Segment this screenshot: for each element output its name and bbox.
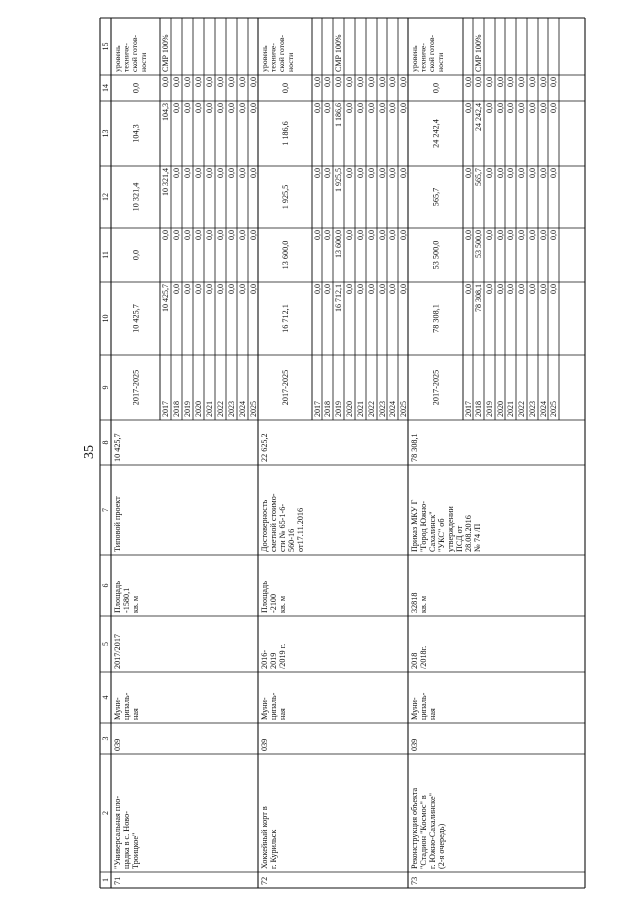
total-value-col14: 0,0 — [281, 82, 290, 94]
total-value-col10: 16 712,1 — [281, 304, 290, 333]
value-cell: 0,0 — [378, 230, 387, 240]
column-number-header: 11 — [101, 251, 110, 259]
year-cell: 2019 — [334, 401, 343, 417]
project-number: 72 — [260, 876, 269, 885]
total-value-col13: 1 186,6 — [281, 121, 290, 146]
value-cell: 1 925,5 — [334, 168, 343, 192]
total-value-col12: 565,7 — [431, 187, 441, 207]
value-cell: 0,0 — [378, 77, 387, 87]
ownership-form: Муни-ципаль-ная — [113, 692, 140, 720]
value-cell: 13 600,0 — [334, 230, 343, 258]
value-cell: 0,0 — [528, 230, 537, 240]
total-value-col12: 1 925,5 — [281, 184, 290, 210]
column-number-header: 14 — [101, 84, 110, 92]
value-cell: 0,0 — [313, 103, 322, 113]
value-cell: 0,0 — [464, 77, 473, 87]
value-cell: 0,0 — [378, 284, 387, 294]
year-cell: 2018 — [474, 401, 483, 417]
value-cell: 0,0 — [367, 103, 376, 113]
value-cell: 0,0 — [227, 284, 236, 294]
value-cell: 0,0 — [183, 77, 192, 87]
construction-period: 2018/2018г. — [410, 645, 428, 669]
value-cell: 0,0 — [249, 230, 258, 240]
value-cell: 0,0 — [323, 77, 332, 87]
value-cell: 0,0 — [205, 77, 214, 87]
value-cell: 0,0 — [496, 103, 505, 113]
value-cell: 0,0 — [194, 103, 203, 113]
ownership-form: Муни-ципаль-ная — [410, 692, 437, 720]
page-number: 35 — [82, 445, 97, 459]
total-value-col13: 24 242,4 — [431, 119, 441, 148]
value-cell: 0,0 — [367, 230, 376, 240]
readiness-note: уровеньтехниче-ской готов-ности — [260, 34, 295, 72]
capacity: Площадь-2100кв. м — [260, 581, 287, 613]
year-cell: 2025 — [399, 401, 408, 417]
value-cell: 0,0 — [388, 168, 397, 178]
budget-code: 039 — [260, 738, 269, 751]
value-cell: 0,0 — [485, 103, 494, 113]
column-number-header: 6 — [101, 583, 110, 588]
estimated-cost: 10 425,7 — [113, 433, 122, 462]
value-cell: 0,0 — [172, 230, 181, 240]
works-completion-cell: СМР 100% — [474, 34, 483, 72]
value-cell: 0,0 — [323, 284, 332, 294]
value-cell: 0,0 — [388, 77, 397, 87]
year-cell: 2021 — [356, 401, 365, 417]
value-cell: 0,0 — [161, 77, 170, 87]
value-cell: 0,0 — [464, 230, 473, 240]
construction-period: 2017/2017 — [113, 633, 122, 669]
readiness-note: уровеньтехниче-ской готов-ности — [410, 34, 445, 72]
value-cell: 0,0 — [356, 230, 365, 240]
year-cell: 2020 — [194, 401, 203, 417]
value-cell: 0,0 — [249, 103, 258, 113]
year-cell: 2022 — [216, 401, 225, 417]
value-cell: 0,0 — [323, 168, 332, 178]
value-cell: 0,0 — [485, 284, 494, 294]
year-cell: 2023 — [528, 401, 537, 417]
value-cell: 0,0 — [517, 77, 526, 87]
construction-period: 2016-2019/2019 г. — [260, 643, 287, 669]
value-cell: 0,0 — [356, 77, 365, 87]
works-completion-cell: СМР 100% — [161, 34, 170, 72]
value-cell: 0,0 — [205, 103, 214, 113]
value-cell: 0,0 — [183, 284, 192, 294]
value-cell: 0,0 — [161, 230, 170, 240]
value-cell: 0,0 — [496, 230, 505, 240]
value-cell: 0,0 — [539, 230, 548, 240]
total-value-col11: 13 600,0 — [281, 240, 290, 270]
value-cell: 0,0 — [549, 230, 558, 240]
value-cell: 0,0 — [399, 230, 408, 240]
column-number-header: 12 — [101, 193, 110, 201]
value-cell: 0,0 — [474, 77, 483, 87]
value-cell: 0,0 — [345, 284, 354, 294]
value-cell: 0,0 — [345, 168, 354, 178]
year-cell: 2019 — [485, 401, 494, 417]
value-cell: 0,0 — [205, 284, 214, 294]
value-cell: 0,0 — [227, 230, 236, 240]
year-cell: 2022 — [367, 401, 376, 417]
total-period: 2017-2025 — [131, 369, 141, 406]
value-cell: 0,0 — [539, 77, 548, 87]
value-cell: 0,0 — [313, 168, 322, 178]
project-name: Хоккейный корт вг. Курильск — [260, 806, 278, 869]
value-cell: 0,0 — [539, 284, 548, 294]
column-number-header: 9 — [101, 385, 110, 390]
column-number-header: 8 — [101, 440, 110, 445]
value-cell: 1 186,6 — [334, 103, 343, 127]
total-value-col11: 0,0 — [131, 249, 141, 261]
value-cell: 0,0 — [172, 77, 181, 87]
value-cell: 0,0 — [506, 284, 515, 294]
value-cell: 0,0 — [506, 168, 515, 178]
value-cell: 0,0 — [205, 230, 214, 240]
value-cell: 0,0 — [378, 103, 387, 113]
column-number-header: 1 — [101, 878, 110, 882]
total-value-col10: 10 425,7 — [131, 304, 141, 333]
value-cell: 0,0 — [313, 230, 322, 240]
value-cell: 0,0 — [183, 103, 192, 113]
year-cell: 2023 — [227, 401, 236, 417]
value-cell: 0,0 — [323, 230, 332, 240]
value-cell: 24 242,4 — [474, 103, 483, 131]
value-cell: 0,0 — [528, 168, 537, 178]
value-cell: 16 712,1 — [334, 284, 343, 312]
value-cell: 0,0 — [528, 284, 537, 294]
value-cell: 0,0 — [238, 284, 247, 294]
year-cell: 2025 — [549, 401, 558, 417]
value-cell: 0,0 — [172, 168, 181, 178]
value-cell: 0,0 — [238, 103, 247, 113]
value-cell: 0,0 — [464, 168, 473, 178]
value-cell: 0,0 — [345, 230, 354, 240]
value-cell: 0,0 — [216, 168, 225, 178]
year-cell: 2021 — [506, 401, 515, 417]
column-number-header: 10 — [101, 314, 110, 323]
value-cell: 0,0 — [172, 284, 181, 294]
value-cell: 0,0 — [238, 230, 247, 240]
value-cell: 0,0 — [194, 168, 203, 178]
value-cell: 0,0 — [528, 77, 537, 87]
year-cell: 2021 — [205, 401, 214, 417]
column-number-header: 13 — [101, 129, 110, 138]
value-cell: 0,0 — [345, 103, 354, 113]
value-cell: 0,0 — [367, 284, 376, 294]
capacity: Площадь-1580,1кв. м — [113, 581, 140, 613]
budget-code: 039 — [113, 738, 122, 751]
value-cell: 0,0 — [517, 230, 526, 240]
value-cell: 0,0 — [506, 77, 515, 87]
year-cell: 2024 — [238, 401, 247, 417]
value-cell: 0,0 — [539, 168, 548, 178]
value-cell: 0,0 — [388, 103, 397, 113]
value-cell: 0,0 — [549, 284, 558, 294]
value-cell: 104,3 — [161, 103, 170, 121]
column-number-header: 4 — [101, 695, 110, 700]
estimated-cost: 22 625,2 — [260, 433, 269, 462]
value-cell: 0,0 — [183, 168, 192, 178]
value-cell: 0,0 — [388, 230, 397, 240]
readiness-note: уровеньтехниче-ской готов-ности — [113, 34, 148, 72]
value-cell: 0,0 — [549, 103, 558, 113]
value-cell: 0,0 — [399, 168, 408, 178]
value-cell: 0,0 — [313, 77, 322, 87]
total-value-col14: 0,0 — [431, 82, 441, 94]
project-number: 73 — [410, 876, 419, 885]
value-cell: 0,0 — [194, 77, 203, 87]
year-cell: 2025 — [249, 401, 258, 417]
value-cell: 53 500,0 — [474, 230, 483, 258]
value-cell: 0,0 — [227, 103, 236, 113]
value-cell: 0,0 — [528, 103, 537, 113]
year-cell: 2020 — [345, 401, 354, 417]
year-cell: 2017 — [464, 401, 473, 417]
value-cell: 0,0 — [249, 168, 258, 178]
value-cell: 0,0 — [334, 77, 343, 87]
total-period: 2017-2025 — [431, 369, 441, 406]
value-cell: 0,0 — [227, 168, 236, 178]
value-cell: 0,0 — [249, 77, 258, 87]
value-cell: 10 425,7 — [161, 284, 170, 312]
column-number-header: 2 — [101, 811, 110, 815]
project-number: 71 — [113, 876, 122, 885]
value-cell: 0,0 — [496, 77, 505, 87]
value-cell: 0,0 — [517, 284, 526, 294]
value-cell: 0,0 — [506, 103, 515, 113]
total-value-col13: 104,3 — [131, 124, 141, 143]
year-cell: 2024 — [539, 401, 548, 417]
value-cell: 0,0 — [183, 230, 192, 240]
value-cell: 0,0 — [216, 103, 225, 113]
value-cell: 0,0 — [517, 168, 526, 178]
value-cell: 0,0 — [367, 77, 376, 87]
value-cell: 0,0 — [345, 77, 354, 87]
approval-document: Типовой проект — [113, 496, 122, 552]
value-cell: 0,0 — [388, 284, 397, 294]
value-cell: 0,0 — [205, 168, 214, 178]
column-number-header: 7 — [101, 508, 110, 512]
year-cell: 2024 — [388, 401, 397, 417]
value-cell: 0,0 — [506, 230, 515, 240]
value-cell: 0,0 — [549, 168, 558, 178]
project-name: Реконструкция объекта"Стадион "Космос" вг. Южно-Сахалинске"(2-я очередь) — [410, 787, 446, 869]
total-value-col14: 0,0 — [131, 82, 141, 94]
value-cell: 565,7 — [474, 168, 483, 186]
value-cell: 0,0 — [356, 168, 365, 178]
value-cell: 0,0 — [399, 284, 408, 294]
value-cell: 0,0 — [485, 230, 494, 240]
value-cell: 0,0 — [399, 103, 408, 113]
approval-document: Достоверностьсметной стоимо-сти № 65-1-6-560-16от17.11.2016 — [260, 493, 305, 552]
value-cell: 0,0 — [172, 103, 181, 113]
value-cell: 0,0 — [496, 168, 505, 178]
value-cell: 0,0 — [238, 77, 247, 87]
estimated-cost: 78 308,1 — [410, 433, 419, 462]
value-cell: 0,0 — [249, 284, 258, 294]
value-cell: 0,0 — [485, 77, 494, 87]
value-cell: 0,0 — [517, 103, 526, 113]
capacity: 32818кв. м — [410, 592, 428, 613]
total-period: 2017-2025 — [281, 369, 290, 406]
value-cell: 0,0 — [216, 77, 225, 87]
value-cell: 0,0 — [549, 77, 558, 87]
value-cell: 0,0 — [194, 284, 203, 294]
value-cell: 0,0 — [485, 168, 494, 178]
approval-document: Приказ МКУ Г"Город Южно-Сахалинск""УКС" обутвержденииПСД от28.08.2016№ 74 /П — [410, 499, 482, 552]
year-cell: 2019 — [183, 401, 192, 417]
total-value-col10: 78 308,1 — [431, 304, 441, 333]
value-cell: 0,0 — [464, 103, 473, 113]
value-cell: 0,0 — [356, 103, 365, 113]
year-cell: 2020 — [496, 401, 505, 417]
year-cell: 2017 — [313, 401, 322, 417]
value-cell: 0,0 — [356, 284, 365, 294]
value-cell: 0,0 — [539, 103, 548, 113]
year-cell: 2018 — [323, 401, 332, 417]
project-name: "Универсальная пло-щадка в с. Ново-Троицкое" — [113, 795, 140, 869]
ownership-form: Муни-ципаль-ная — [260, 692, 287, 720]
value-cell: 0,0 — [194, 230, 203, 240]
total-value-col11: 53 500,0 — [431, 240, 441, 270]
value-cell: 0,0 — [399, 77, 408, 87]
value-cell: 0,0 — [313, 284, 322, 294]
value-cell: 0,0 — [238, 168, 247, 178]
column-number-header: 15 — [101, 42, 110, 51]
value-cell: 0,0 — [216, 230, 225, 240]
value-cell: 10 321,4 — [161, 168, 170, 196]
year-cell: 2018 — [172, 401, 181, 417]
year-cell: 2022 — [517, 401, 526, 417]
year-cell: 2017 — [161, 401, 170, 417]
value-cell: 0,0 — [216, 284, 225, 294]
total-value-col12: 10 321,4 — [131, 182, 141, 212]
column-number-header: 3 — [101, 736, 110, 741]
value-cell: 0,0 — [323, 103, 332, 113]
value-cell: 0,0 — [496, 284, 505, 294]
column-number-header: 5 — [101, 642, 110, 646]
value-cell: 0,0 — [367, 168, 376, 178]
value-cell: 0,0 — [378, 168, 387, 178]
budget-code: 039 — [410, 738, 419, 751]
works-completion-cell: СМР 100% — [334, 34, 343, 72]
value-cell: 0,0 — [464, 284, 473, 294]
value-cell: 78 308,1 — [474, 284, 483, 312]
year-cell: 2023 — [378, 401, 387, 417]
value-cell: 0,0 — [227, 77, 236, 87]
